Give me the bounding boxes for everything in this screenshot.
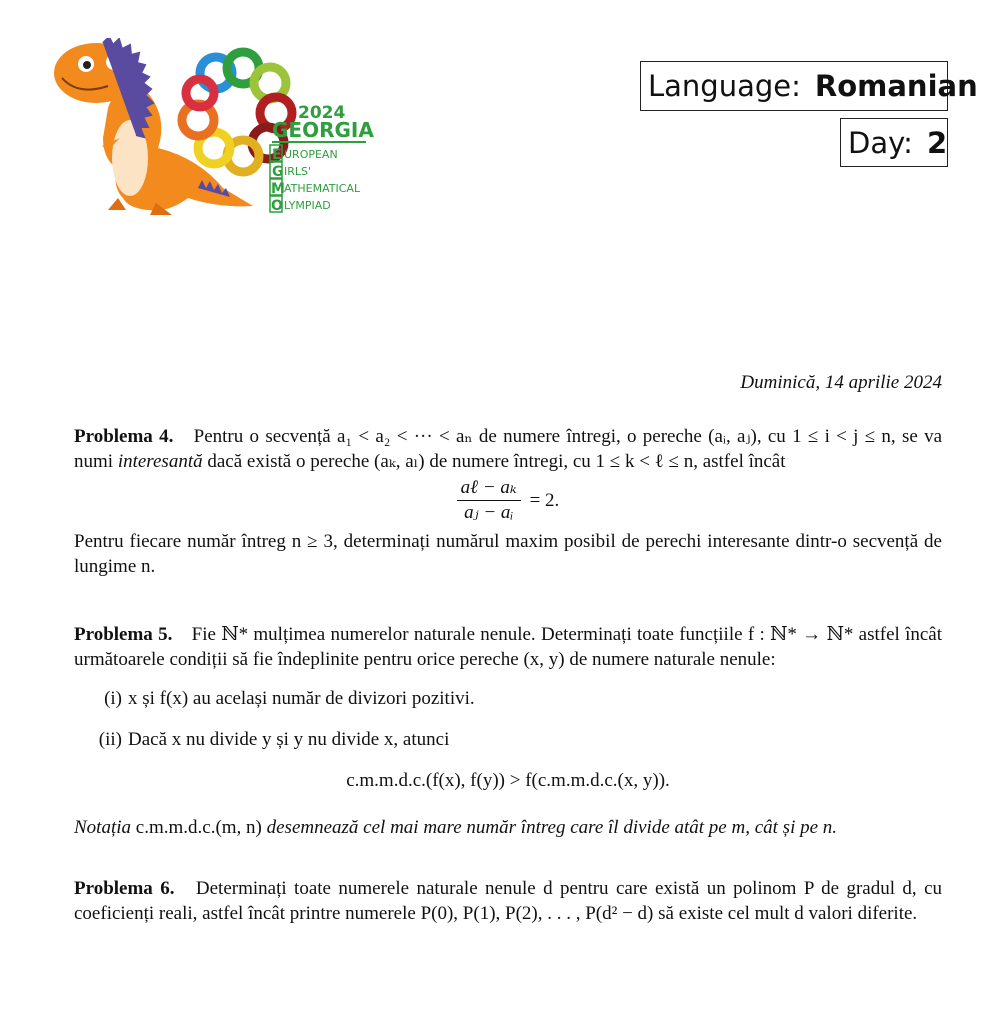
logo-line-2: IRLS' xyxy=(284,165,312,178)
problem-6-text: Determinați toate numerele naturale nenule d pentru care există un polinom P de gradul d, cu coeficienți reali, astfel încât printre numerele P(0), P(1), P(2), . . . , P(d² − d) să existe cel mult d valori diferite. xyxy=(74,878,943,924)
equation-rhs: = 2. xyxy=(529,490,560,511)
egmo-logo xyxy=(48,38,378,223)
problem-5-title: Problema 5. xyxy=(74,624,173,645)
language-box xyxy=(640,61,978,111)
condition-label: (i) xyxy=(104,688,122,709)
problem-4-intro: Pentru o secvență a₁ < a₂ < ··· < aₙ de numere întregi, o pereche (aᵢ, aⱼ), cu 1 ≤ i < j ≤ n, se va numi xyxy=(74,426,943,472)
condition-text: x și f(x) au același număr de divizori pozitivi. xyxy=(128,688,475,709)
problem-4-emph: interesantă xyxy=(117,451,203,472)
logo-line-4: LYMPIAD xyxy=(284,199,331,212)
logo-line-1: UROPEAN xyxy=(284,148,338,161)
language-label: Language: xyxy=(648,69,801,103)
condition-item xyxy=(74,686,942,711)
problem-4-cont: dacă există o pereche (aₖ, aₗ) de numere întregi, cu 1 ≤ k < ℓ ≤ n, astfel încât xyxy=(207,451,786,472)
equation-denominator: aⱼ − aᵢ xyxy=(464,502,514,523)
logo-country: GEORGIA xyxy=(272,118,374,142)
problem-5 xyxy=(74,622,942,840)
condition-label: (ii) xyxy=(98,729,122,750)
logo-line-3: ATHEMATICAL xyxy=(284,182,361,195)
problem-5-intro: Fie ℕ* mulțimea numerelor naturale nenule. Determinați toate funcțiile f : ℕ* → ℕ* astfel încât următoarele condiții să fie îndeplinite pentru orice pereche (x, y) de numere naturale nenule: xyxy=(74,624,943,670)
problem-4-equation xyxy=(74,476,942,525)
problem-6-title: Problema 6. xyxy=(74,878,175,899)
day-label: Day: xyxy=(848,125,913,160)
logo-letter-m: M xyxy=(271,181,285,197)
note-part-c: desemnează cel mai mare număr întreg care îl divide atât pe m, cât și pe n. xyxy=(266,817,838,838)
gcd-notation-note xyxy=(74,815,942,840)
problem-4 xyxy=(74,424,942,579)
day-value: 2 xyxy=(926,125,948,160)
note-part-b: c.m.m.d.c.(m, n) xyxy=(135,817,262,838)
gcd-inequality: c.m.m.d.c.(f(x), f(y)) > f(c.m.m.d.c.(x, y)). xyxy=(346,770,670,791)
problem-6 xyxy=(74,876,942,926)
logo-letter-e: E xyxy=(272,147,282,163)
logo-letter-o: O xyxy=(271,198,283,214)
logo-letter-g: G xyxy=(272,164,284,180)
day-box xyxy=(840,118,948,167)
condition-text: Dacă x nu divide y și y nu divide x, atunci xyxy=(128,729,450,750)
problem-4-question: Pentru fiecare număr întreg n ≥ 3, determinați numărul maxim posibil de perechi interesante dintr-o secvență de lungime n. xyxy=(74,531,942,577)
language-value: Romanian xyxy=(814,69,978,103)
note-part-a: Notația xyxy=(74,817,132,838)
equation-numerator: aℓ − aₖ xyxy=(457,476,521,501)
condition-item xyxy=(74,727,942,752)
problem-4-title: Problema 4. xyxy=(74,426,174,447)
logo-year: 2024 xyxy=(298,103,346,123)
exam-date: Duminică, 14 aprilie 2024 xyxy=(740,372,942,393)
